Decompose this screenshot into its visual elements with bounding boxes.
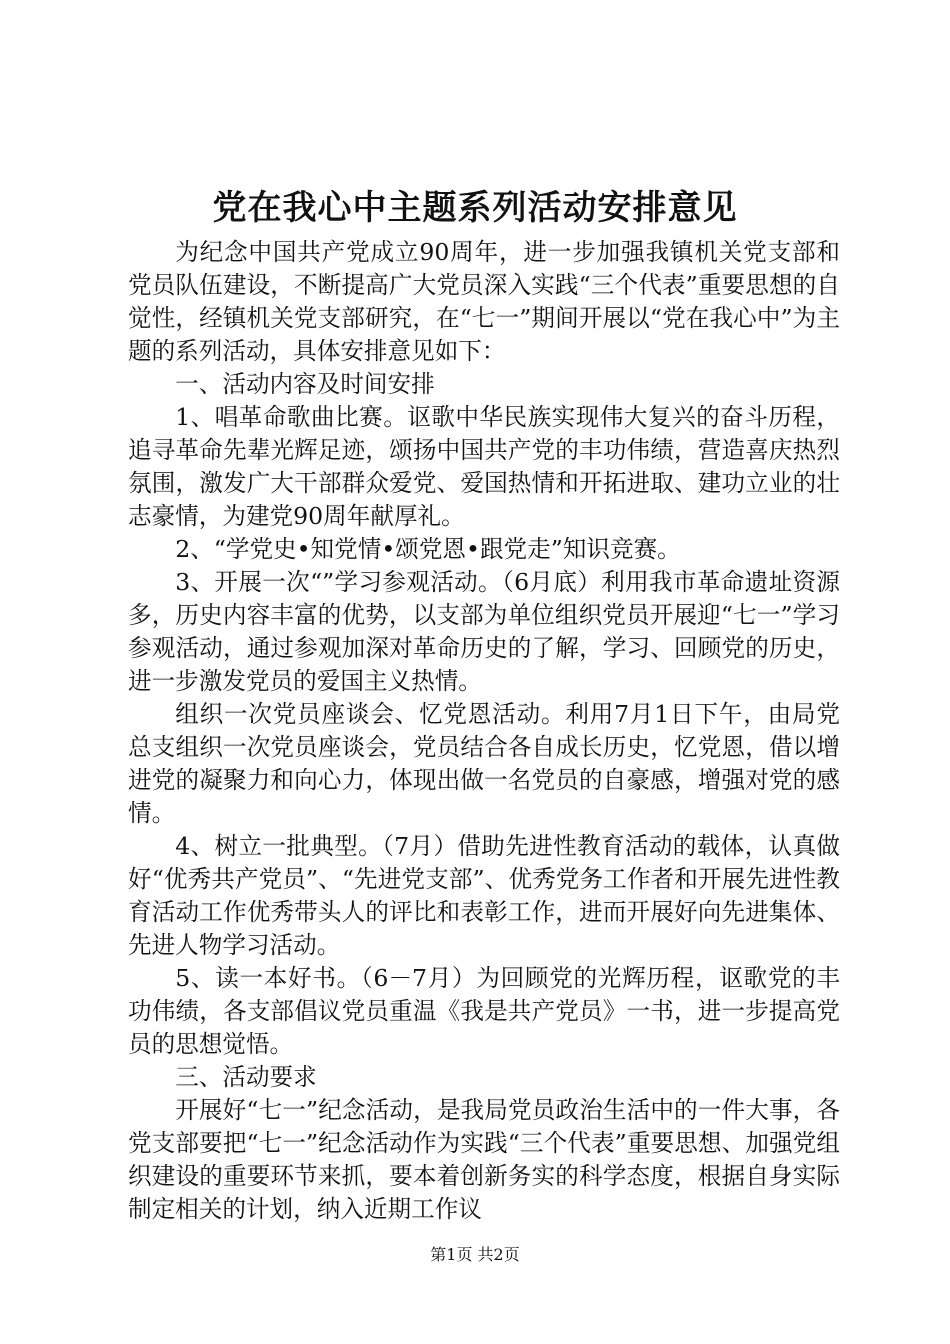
section-heading-requirements: 三、活动要求 [175, 1063, 317, 1091]
paragraph-requirements: 开展好“七一”纪念活动，是我局党员政治生活中的一件大事，各党支部要把“七一”纪念活动作为实践“三个代表”重要思想、加强党组织建设的重要环节来抓，要本着创新务实的科学态度，根据自身实际制定相关的计划，纳入近期工作议 [128, 1096, 840, 1223]
paragraph-item-1: 1、唱革命歌曲比赛。讴歌中华民族实现伟大复兴的奋斗历程，追寻革命先辈光辉足迹，颂扬中国共产党的丰功伟绩，营造喜庆热烈氛围，激发广大干部群众爱党、爱国热情和开拓进取、建功立业的壮志豪情，为建党90周年献厚礼。 [128, 403, 840, 530]
section-heading-activities: 一、活动内容及时间安排 [175, 370, 435, 398]
document-body [128, 236, 840, 1226]
paragraph-item-2: 2、“学党史•知党情•颂党恩•跟党走”知识竞赛。 [175, 535, 681, 563]
paragraph-intro: 为纪念中国共产党成立90周年，进一步加强我镇机关党支部和党员队伍建设，不断提高广大党员深入实践“三个代表”重要思想的自觉性，经镇机关党支部研究，在“七一”期间开展以“党在我心中”为主题的系列活动，具体安排意见如下： [128, 238, 840, 365]
paragraph-item-3: 3、开展一次“”学习参观活动。（6月底）利用我市革命遗址资源多，历史内容丰富的优势，以支部为单位组织党员开展迎“七一”学习参观活动，通过参观加深对革命历史的了解，学习、回顾党的历史，进一步激发党员的爱国主义热情。 [128, 568, 840, 695]
paragraph-item-5: 5、读一本好书。（6－7月）为回顾党的光辉历程，讴歌党的丰功伟绩，各支部倡议党员重温《我是共产党员》一书，进一步提高党员的思想觉悟。 [128, 964, 840, 1058]
document-title: 党在我心中主题系列活动安排意见 [212, 188, 738, 228]
page-footer: 第1页 共2页 [430, 1245, 520, 1264]
paragraph-item-4: 4、树立一批典型。（7月）借助先进性教育活动的载体，认真做好“优秀共产党员”、“先进党支部”、优秀党务工作者和开展先进性教育活动工作优秀带头人的评比和表彰工作，进而开展好向先进集体、先进人物学习活动。 [128, 832, 840, 959]
paragraph-symposium: 组织一次党员座谈会、忆党恩活动。利用7月1日下午，由局党总支组织一次党员座谈会，党员结合各自成长历史，忆党恩，借以增进党的凝聚力和向心力，体现出做一名党员的自豪感，增强对党的感情。 [128, 700, 840, 827]
